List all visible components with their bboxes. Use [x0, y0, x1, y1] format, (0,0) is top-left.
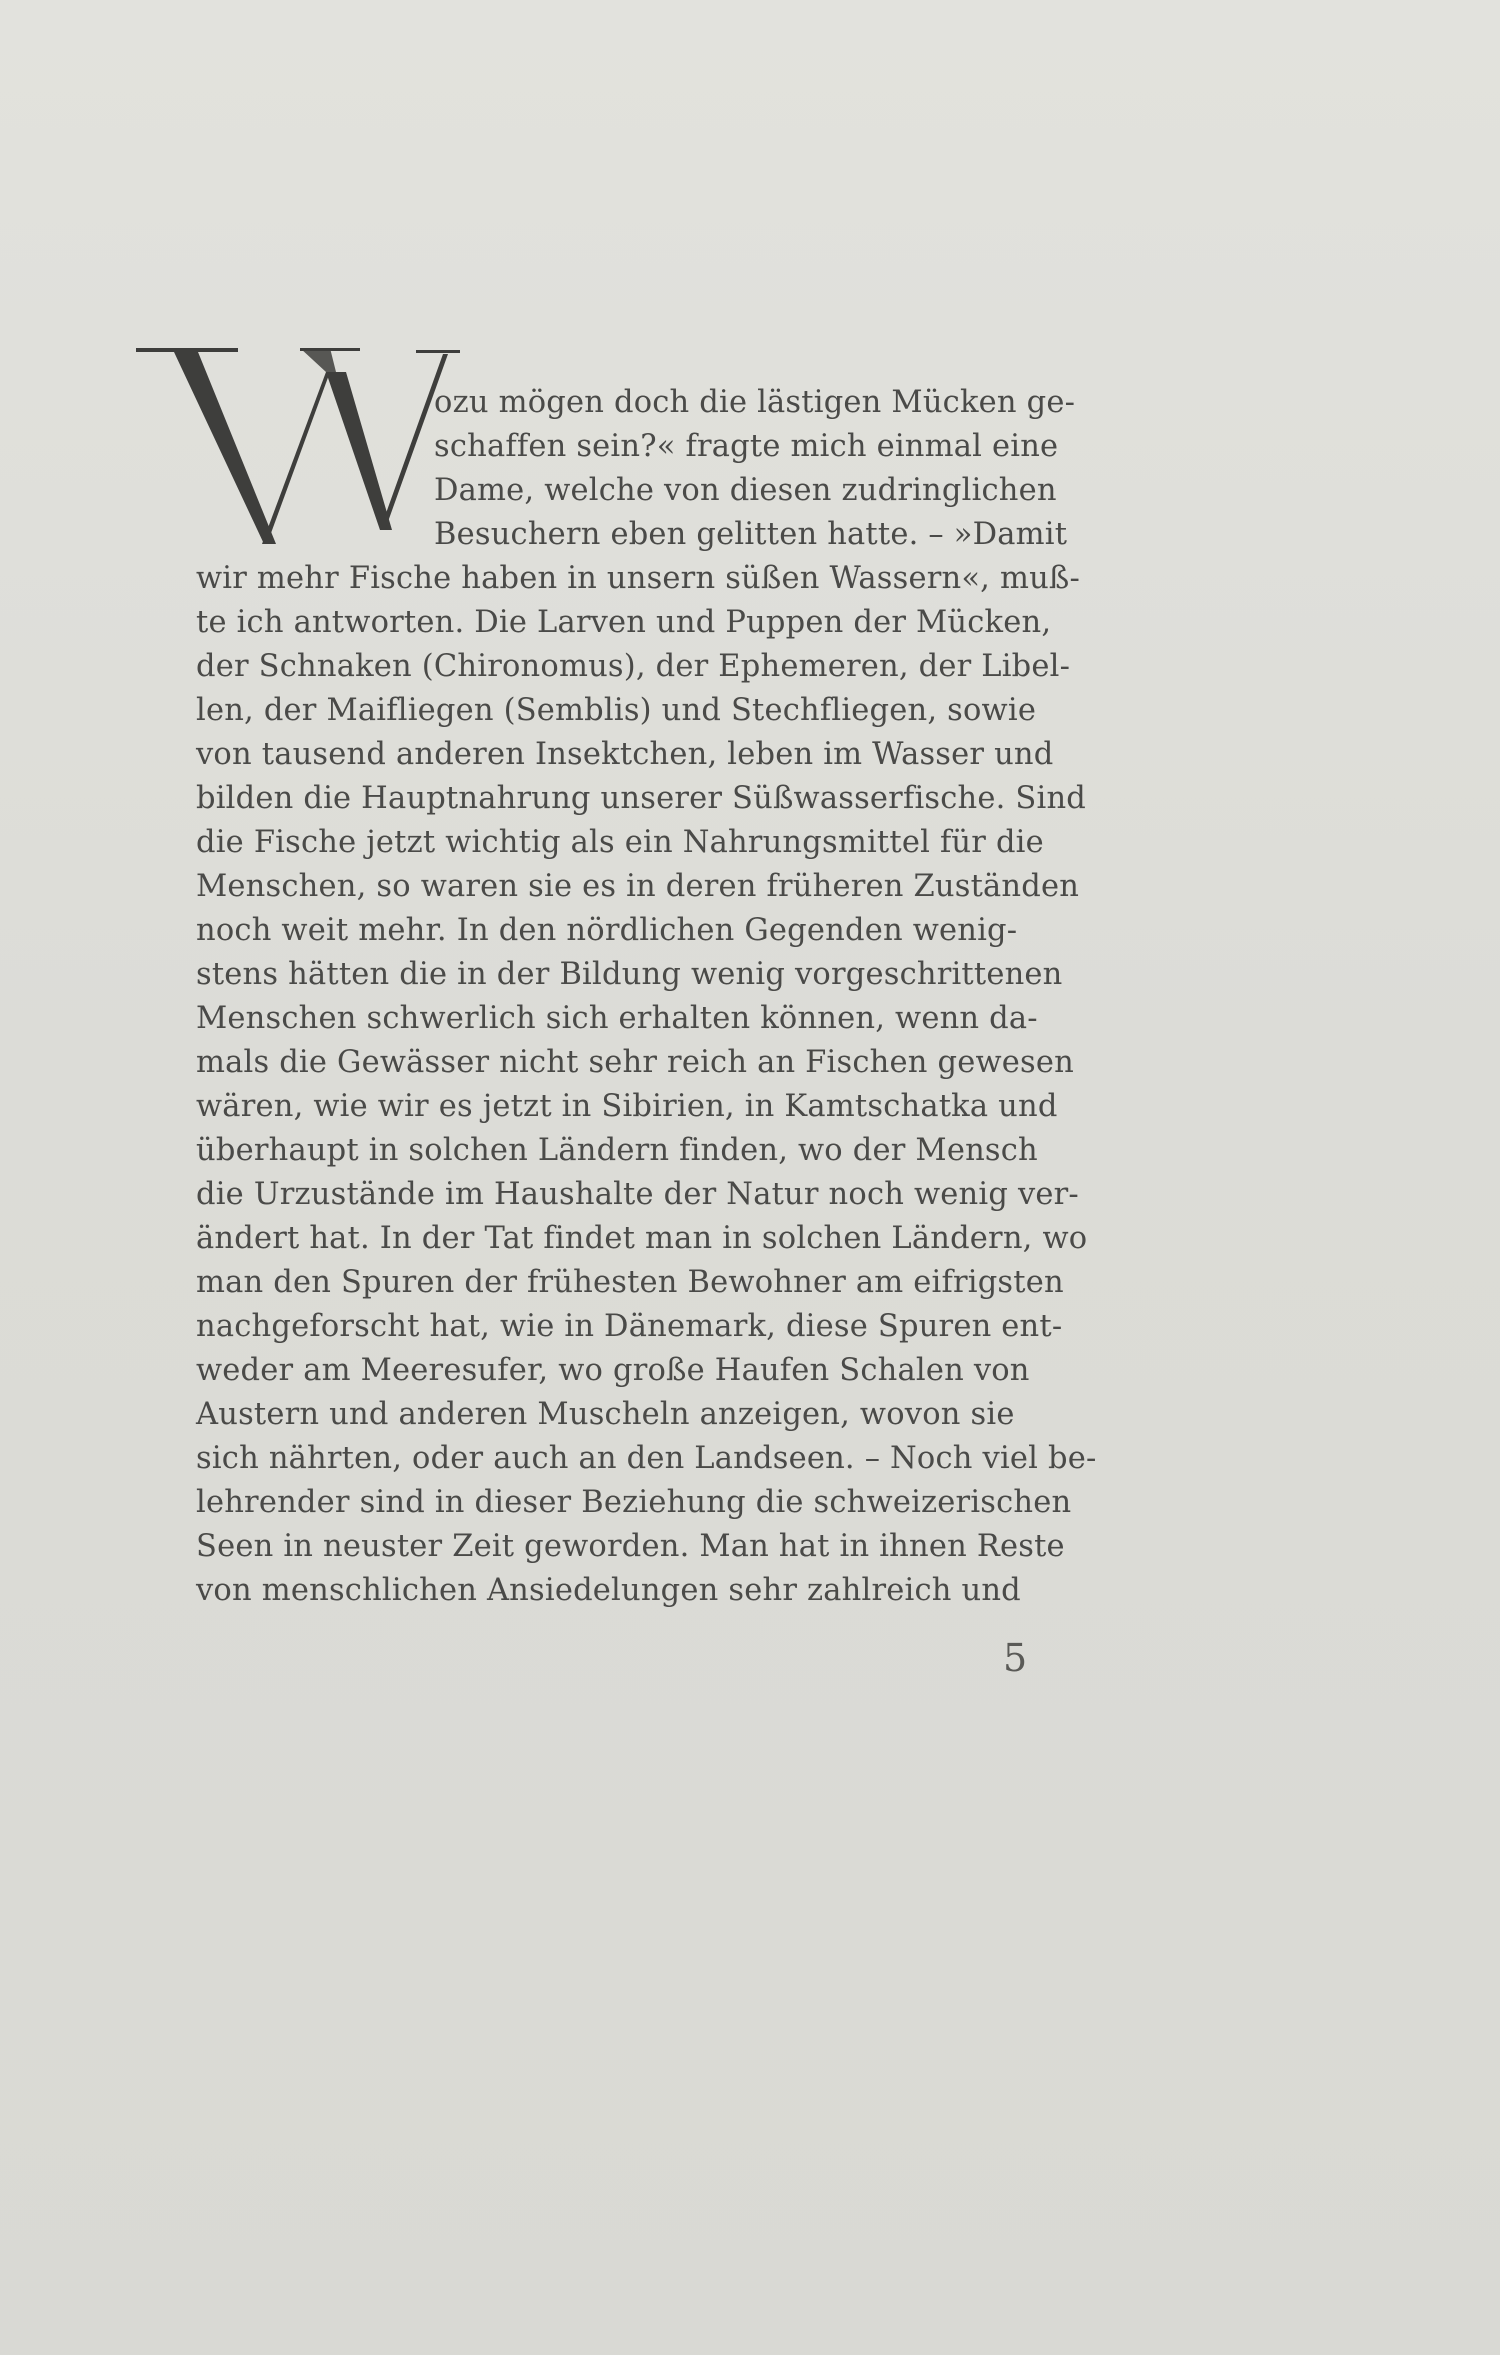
text-line: man den Spuren der frühesten Bewohner am eifrigsten — [196, 1265, 1064, 1300]
text-line: die Fische jetzt wichtig als ein Nahrungsmittel für die — [196, 825, 1044, 860]
text-line: ozu mögen doch die lästigen Mücken ge- — [434, 385, 1076, 420]
text-line: ändert hat. In der Tat findet man in solchen Ländern, wo — [196, 1221, 1088, 1256]
text-line: überhaupt in solchen Ländern finden, wo der Mensch — [196, 1133, 1038, 1168]
page-number: 5 — [1003, 1636, 1028, 1680]
text-line: von menschlichen Ansiedelungen sehr zahlreich und — [196, 1573, 1021, 1608]
body-text — [196, 381, 1097, 1613]
text-line: stens hätten die in der Bildung wenig vorgeschrittenen — [196, 957, 1063, 992]
text-line: wir mehr Fische haben in unsern süßen Wassern«, muß- — [196, 561, 1081, 596]
text-line: die Urzustände im Haushalte der Natur noch wenig ver- — [196, 1177, 1079, 1212]
text-line: nachgeforscht hat, wie in Dänemark, diese Spuren ent- — [196, 1309, 1063, 1344]
text-line: der Schnaken (Chironomus), der Ephemeren, der Libel- — [196, 649, 1071, 684]
text-line: Austern und anderen Muscheln anzeigen, wovon sie — [196, 1397, 1015, 1432]
text-line: Dame, welche von diesen zudringlichen — [434, 473, 1057, 508]
text-line: weder am Meeresufer, wo große Haufen Schalen von — [196, 1353, 1030, 1388]
text-line: Seen in neuster Zeit geworden. Man hat in ihnen Reste — [196, 1529, 1065, 1564]
text-line: lehrender sind in dieser Beziehung die schweizerischen — [196, 1485, 1072, 1520]
text-line: bilden die Hauptnahrung unserer Süßwasserfische. Sind — [196, 781, 1087, 816]
text-line: wären, wie wir es jetzt in Sibirien, in Kamtschatka und — [196, 1089, 1058, 1124]
text-line: Menschen, so waren sie es in deren früheren Zuständen — [196, 869, 1080, 904]
text-line: Besuchern eben gelitten hatte. – »Damit — [434, 517, 1068, 552]
text-line: von tausend anderen Insektchen, leben im Wasser und — [196, 737, 1054, 772]
text-line: noch weit mehr. In den nördlichen Gegenden wenig- — [196, 913, 1018, 948]
text-line: len, der Maifliegen (Semblis) und Stechfliegen, sowie — [196, 693, 1037, 728]
text-line: sich nährten, oder auch an den Landseen. – Noch viel be- — [196, 1441, 1097, 1476]
text-line: te ich antworten. Die Larven und Puppen der Mücken, — [196, 605, 1052, 640]
text-line: mals die Gewässer nicht sehr reich an Fischen gewesen — [196, 1045, 1074, 1080]
text-line: Menschen schwerlich sich erhalten können, wenn da- — [196, 1001, 1038, 1036]
text-line: schaffen sein?« fragte mich einmal eine — [434, 429, 1059, 464]
